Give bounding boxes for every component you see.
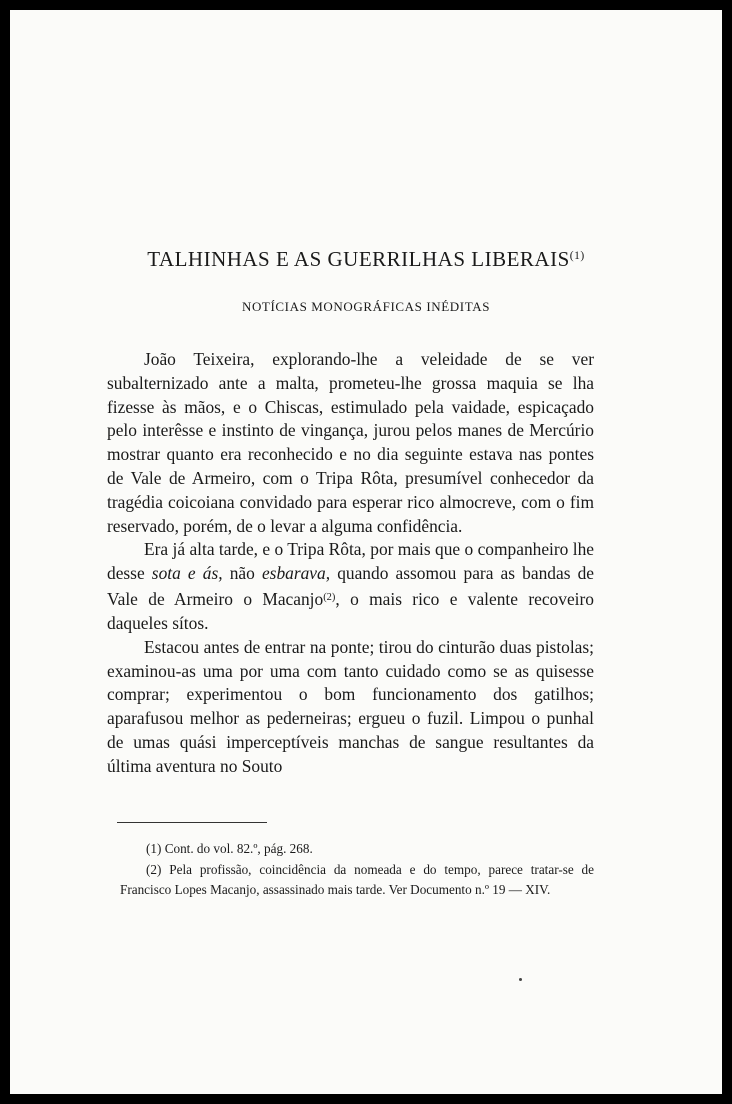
paragraph-2-italic-1: sota e ás, <box>151 563 223 584</box>
body-text <box>107 348 594 779</box>
paragraph-1: João Teixeira, explorando-lhe a veleidade de se ver subalternizado ante a malta, prometeu-lhe grossa maquia se lha fizesse às mãos, e o Chiscas, estimulado pela vaidade, espicaçado pelo interêsse e instinto de vingança, jurou pelos manes de Mercúrio mostrar quanto era reconhecido e no dia seguinte estava nas pontes de Vale de Armeiro, com o Tripa Rôta, presumível conhecedor da tragédia coicoiana convidado para esperar rico almocreve, com o fim reservado, porém, de o levar a alguma confidência. <box>107 349 594 536</box>
footnote-2 <box>120 860 594 901</box>
paragraph-3: Estacou antes de entrar na ponte; tirou do cinturão duas pistolas; examinou-as uma por uma com tanto cuidado como se as quisesse comprar; experimentou o bom funcionamento dos gatilhos; aparafusou melhor as pederneiras; ergueu o fuzil. Limpou o punhal de umas quási imperceptíveis manchas de sangue resultantes da última aventura no Souto <box>107 636 594 776</box>
footnote-2-marker: (2) <box>146 861 162 877</box>
chapter-title <box>10 242 722 273</box>
paragraph-2-part-1: Era já alta tarde, e o Tripa Rôta, por mais que o companheiro lhe desse <box>107 539 594 584</box>
paragraph-2-part-4: , o mais rico e valente recoveiro daqueles sítos. <box>107 589 594 633</box>
footnote-1-marker: (1) <box>146 841 162 856</box>
footnote-1-text: Cont. do vol. 82.º, pág. 268. <box>164 841 313 856</box>
title-footnote-ref: (1) <box>569 250 585 262</box>
chapter-title-text: TALHINHAS E AS GUERRILHAS LIBERAIS <box>147 246 570 271</box>
footnote-divider <box>117 822 267 823</box>
print-speck <box>519 978 522 981</box>
document-page <box>10 10 722 1094</box>
paragraph-2 <box>107 538 594 635</box>
footnote-1 <box>120 839 594 860</box>
paragraph-2-part-3: quando assomou para as bandas de Vale de Armeiro o Macanjo <box>107 563 594 610</box>
paragraph-2-footnote-ref: (2) <box>323 591 336 603</box>
paragraph-2-part-2: não <box>222 563 262 584</box>
chapter-subtitle: NOTÍCIAS MONOGRÁFICAS INÉDITAS <box>241 299 491 314</box>
footnotes <box>120 839 594 901</box>
paragraph-2-italic-2: esbarava, <box>261 563 331 584</box>
footnote-2-text: Pela profissão, coincidência da nomeada e do tempo, parece tratar-se de Francisco Lopes Macanjo, assassinado mais tarde. Ver Documento n.º 19 — XIV. <box>120 861 595 897</box>
